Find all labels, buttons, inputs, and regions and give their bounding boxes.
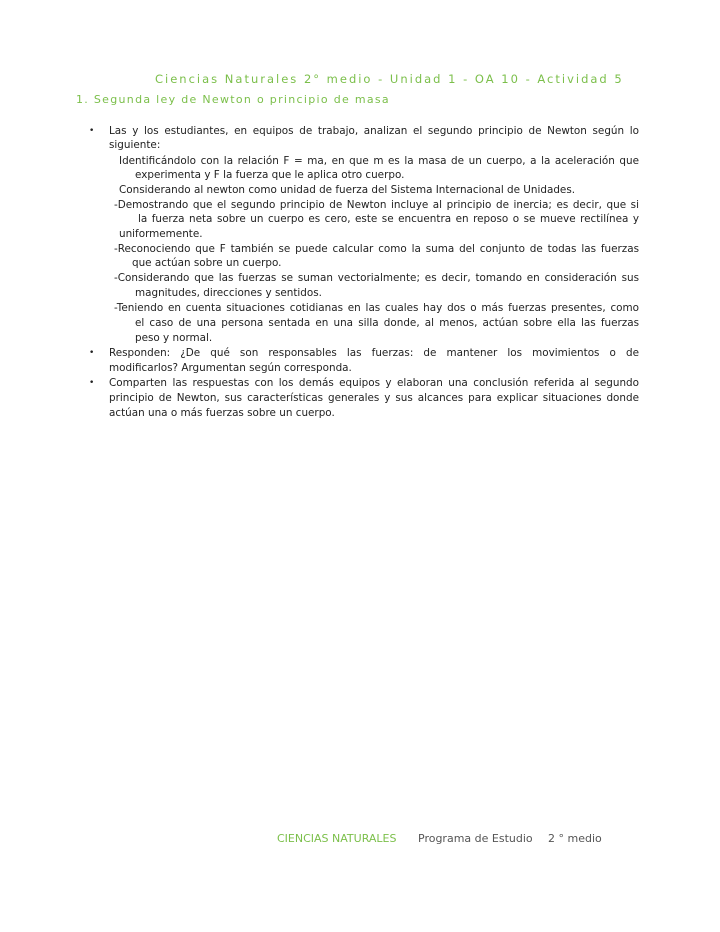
item2-line2: modificarlos? Argumentan según corresponda. bbox=[109, 362, 352, 374]
sub5-line1: -Considerando que las fuerzas se suman vectorialmente; es decir, tomando en consideración sus bbox=[114, 272, 639, 284]
sub4-line2: que actúan sobre un cuerpo. bbox=[132, 257, 282, 269]
footer-program: Programa de Estudio bbox=[418, 832, 533, 845]
item3-line3: actúan una o más fuerzas sobre un cuerpo. bbox=[109, 407, 335, 419]
item3-line1: Comparten las respuestas con los demás equipos y elaboran una conclusión referida al segundo bbox=[109, 377, 639, 389]
sub2-line1: Considerando al newton como unidad de fuerza del Sistema Internacional de Unidades. bbox=[119, 184, 576, 196]
sub5-line2: magnitudes, direcciones y sentidos. bbox=[135, 287, 322, 299]
sub3-line3: uniformemente. bbox=[119, 228, 203, 240]
sub6-line2: el caso de una persona sentada en una silla donde, al menos, actúan sobre ella las fuerzas bbox=[135, 317, 639, 329]
footer-subject: CIENCIAS NATURALES bbox=[277, 832, 397, 845]
item3-line2: principio de Newton, sus características generales y sus alcances para explicar situaciones donde bbox=[109, 392, 639, 404]
section-title: 1. Segunda ley de Newton o principio de masa bbox=[76, 93, 390, 106]
bullet: • bbox=[89, 348, 95, 358]
sub1-line2: experimenta y F la fuerza que le aplica otro cuerpo. bbox=[135, 169, 405, 181]
sub3-line1: -Demostrando que el segundo principio de Newton incluye al principio de inercia; es decir, que si bbox=[114, 199, 639, 211]
item1-line2: siguiente: bbox=[109, 139, 161, 151]
sub3-line2: la fuerza neta sobre un cuerpo es cero, este se encuentra en reposo o se mueve rectilínea y bbox=[138, 213, 639, 225]
sub4-line1: -Reconociendo que F también se puede calcular como la suma del conjunto de todas las fuerzas bbox=[114, 243, 639, 255]
bullet: • bbox=[89, 378, 95, 388]
sub1-line1: Identificándolo con la relación F = ma, en que m es la masa de un cuerpo, a la aceleración que bbox=[119, 155, 639, 167]
breadcrumb: Ciencias Naturales 2° medio - Unidad 1 - OA 10 - Actividad 5 bbox=[155, 72, 624, 86]
footer-grade: 2 ° medio bbox=[548, 832, 602, 845]
bullet: • bbox=[89, 126, 95, 136]
sub6-line1: -Teniendo en cuenta situaciones cotidianas en las cuales hay dos o más fuerzas presentes, como bbox=[114, 302, 639, 314]
item2-line1: Responden: ¿De qué son responsables las fuerzas: de mantener los movimientos o de bbox=[109, 347, 639, 359]
item1-line1: Las y los estudiantes, en equipos de trabajo, analizan el segundo principio de Newton según lo bbox=[109, 125, 639, 137]
sub6-line3: peso y normal. bbox=[135, 332, 213, 344]
